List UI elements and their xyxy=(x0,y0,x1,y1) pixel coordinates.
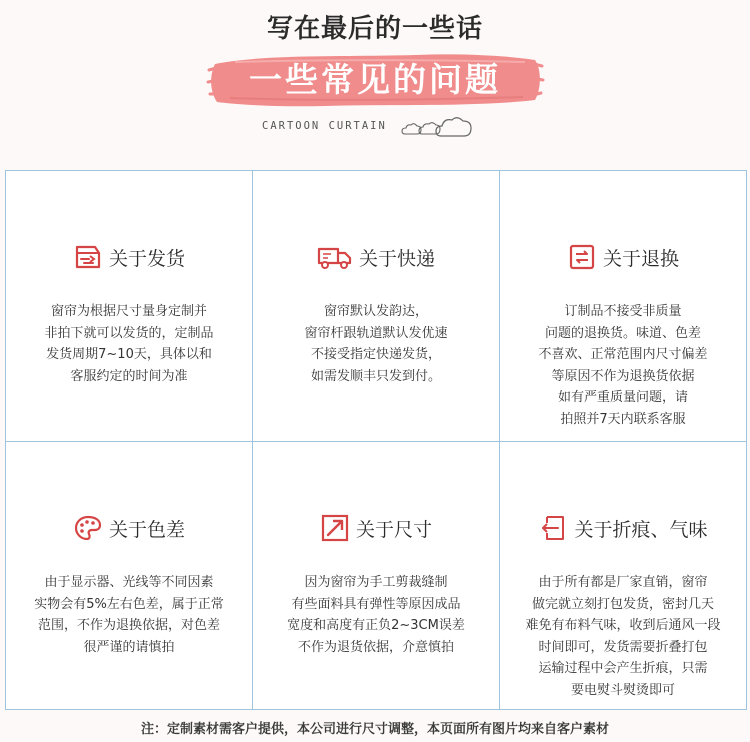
faq-cell-express xyxy=(253,171,499,441)
text-line: 如有严重质量问题，请 xyxy=(557,390,688,405)
header xyxy=(0,0,750,165)
text-line: 客服约定的时间为准 xyxy=(70,368,188,384)
text-line: 时间即可，发货需要折叠打包 xyxy=(538,639,708,655)
footer-note: 注：定制素材需客户提供，本公司进行尺寸调整，本页面所有图片均来自客户素材 xyxy=(140,722,609,737)
subtitle-row xyxy=(262,113,475,139)
cloud-icon xyxy=(401,113,475,139)
text-line: 窗帘杆跟轨道默认发优速 xyxy=(304,325,448,341)
cell-header xyxy=(6,243,252,271)
cell-header xyxy=(500,514,746,542)
cell-title: 关于色差 xyxy=(108,518,185,541)
resize-arrow-icon xyxy=(320,514,350,542)
banner-title: 一些常见的问题 xyxy=(249,60,501,99)
page-heading: 写在最后的一些话 xyxy=(266,14,483,44)
faq-cell-creases xyxy=(500,442,746,709)
faq-grid xyxy=(5,170,747,710)
cell-title: 关于快递 xyxy=(358,247,435,270)
faq-cell-color xyxy=(6,442,252,709)
faq-cell-size xyxy=(253,442,499,709)
cell-header xyxy=(500,243,746,271)
cell-text xyxy=(253,301,499,387)
faq-cell-returns xyxy=(500,171,746,441)
cell-title: 关于尺寸 xyxy=(355,518,432,541)
text-line: 由于显示器、光线等不同因素 xyxy=(44,575,214,590)
cell-title: 关于退换 xyxy=(602,247,679,270)
text-line: 如需发顺丰只发到付。 xyxy=(310,368,441,384)
exchange-icon xyxy=(567,243,597,271)
cell-header xyxy=(6,514,252,542)
text-line: 范围，不作为退换依据，对色差 xyxy=(37,618,220,633)
truck-box-icon xyxy=(73,243,103,271)
text-line: 不喜欢、正常范围内尺寸偏差 xyxy=(538,347,708,362)
text-line: 因为窗帘为手工剪裁缝制 xyxy=(304,575,448,590)
text-line: 拍照并7天内联系客服 xyxy=(560,411,686,427)
cell-text xyxy=(500,572,746,701)
text-line: 宽度和高度有正负2~3CM误差 xyxy=(287,618,465,633)
cell-text xyxy=(6,572,252,658)
text-line: 问题的退换货。味道、色差 xyxy=(544,325,701,341)
text-line: 有些面料具有弹性等原因成品 xyxy=(291,596,461,612)
text-line: 难免有布料气味，收到后通风一段 xyxy=(525,618,721,633)
text-line: 等原因不作为退换货依据 xyxy=(551,368,695,384)
text-line: 不接受指定快递发货， xyxy=(310,347,441,362)
text-line: 发货周期7~10天，具体以和 xyxy=(46,347,212,362)
delivery-truck-icon xyxy=(317,243,353,271)
faq-cell-shipping xyxy=(6,171,252,441)
text-line: 要电熨斗熨烫即可 xyxy=(570,682,675,698)
subtitle: CARTOON CURTAIN xyxy=(262,120,387,132)
cell-title: 关于发货 xyxy=(108,247,185,270)
text-line: 窗帘为根据尺寸量身定制并 xyxy=(50,304,207,319)
palette-icon xyxy=(73,514,103,542)
text-line: 非拍下就可以发货的，定制品 xyxy=(44,325,214,341)
text-line: 实物会有5%左右色差，属于正常 xyxy=(34,596,224,612)
text-line: 运输过程中会产生折痕，只需 xyxy=(538,661,708,676)
cell-header xyxy=(253,243,499,271)
cell-title: 关于折痕、气味 xyxy=(574,518,708,541)
text-line: 订制品不接受非质量 xyxy=(564,304,682,319)
enter-arrow-icon xyxy=(538,514,568,542)
text-line: 不作为退货依据，介意慎拍 xyxy=(297,639,454,655)
cell-text xyxy=(253,572,499,658)
banner xyxy=(205,48,545,112)
text-line: 窗帘默认发韵达， xyxy=(323,304,428,319)
cell-text xyxy=(6,301,252,387)
text-line: 由于所有都是厂家直销，窗帘 xyxy=(538,575,708,590)
cell-header xyxy=(253,514,499,542)
cell-text xyxy=(500,301,746,430)
text-line: 很严谨的请慎拍 xyxy=(83,639,175,655)
text-line: 做完就立刻打包发货，密封几天 xyxy=(531,596,714,612)
